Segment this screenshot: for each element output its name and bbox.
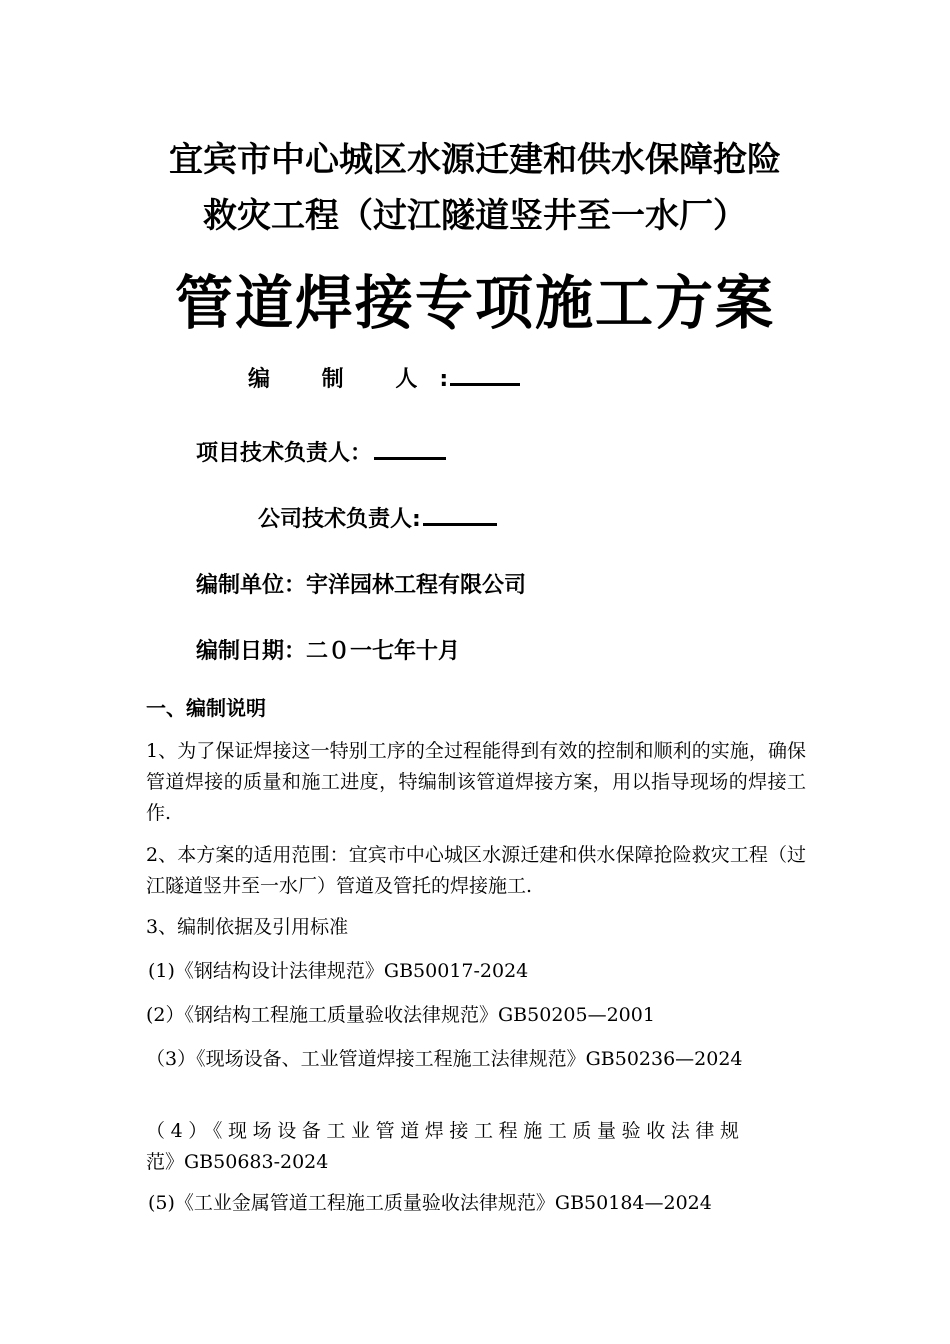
reference-item-3: （3）《现场设备、工业管道焊接工程施工法律规范》GB50236—2024	[146, 1048, 743, 1070]
company-tech-lead-blank-line	[423, 503, 497, 526]
paragraph-basis-heading: 3、编制依据及引用标准	[146, 916, 349, 938]
company-tech-lead-signature	[258, 502, 497, 533]
section-heading: 一、编制说明	[146, 696, 266, 720]
paragraph-scope: 2、本方案的适用范围：宜宾市中心城区水源迁建和供水保障抢险救灾工程（过江隧道竖井至一水厂）管道及管托的焊接施工.	[146, 844, 806, 897]
project-title-line1: 宜宾市中心城区水源迁建和供水保障抢险	[169, 140, 781, 180]
tech-lead-label: 项目技术负责人：	[196, 441, 373, 466]
reference-item-5: (5)《工业金属管道工程施工质量验收法律规范》GB50184—2024	[148, 1192, 712, 1214]
compiling-unit: 编制单位：宇洋园林工程有限公司	[196, 573, 527, 598]
compiler-blank-line	[450, 363, 520, 386]
compiler-label: 编 制 人:	[248, 367, 471, 392]
company-tech-lead-label: 公司技术负责人:	[258, 507, 421, 532]
reference-item-2: (2）《钢结构工程施工质量验收法律规范》GB50205—2001	[146, 1004, 655, 1026]
plan-main-title: 管道焊接专项施工方案	[174, 269, 775, 337]
compiler-signature	[248, 362, 520, 393]
paragraph-purpose: 1、为了保证焊接这一特别工序的全过程能得到有效的控制和顺利的实施，确保管道焊接的质量和施工进度，特编制该管道焊接方案，用以指导现场的焊接工作.	[146, 740, 806, 824]
reference-item-4-line1: （4）《现场设备工业管道焊接工程施工质量验收法律规	[146, 1120, 745, 1142]
reference-item-4	[146, 1116, 806, 1178]
project-title-line2: 救灾工程（过江隧道竖井至一水厂）	[203, 196, 747, 236]
compiling-date: 编制日期：二０一七年十月	[196, 639, 461, 664]
reference-item-1: (1)《钢结构设计法律规范》GB50017-2024	[148, 960, 529, 982]
tech-lead-blank-line	[374, 437, 446, 460]
reference-item-4-line2: 范》GB50683-2024	[146, 1151, 329, 1173]
tech-lead-signature	[196, 436, 446, 467]
